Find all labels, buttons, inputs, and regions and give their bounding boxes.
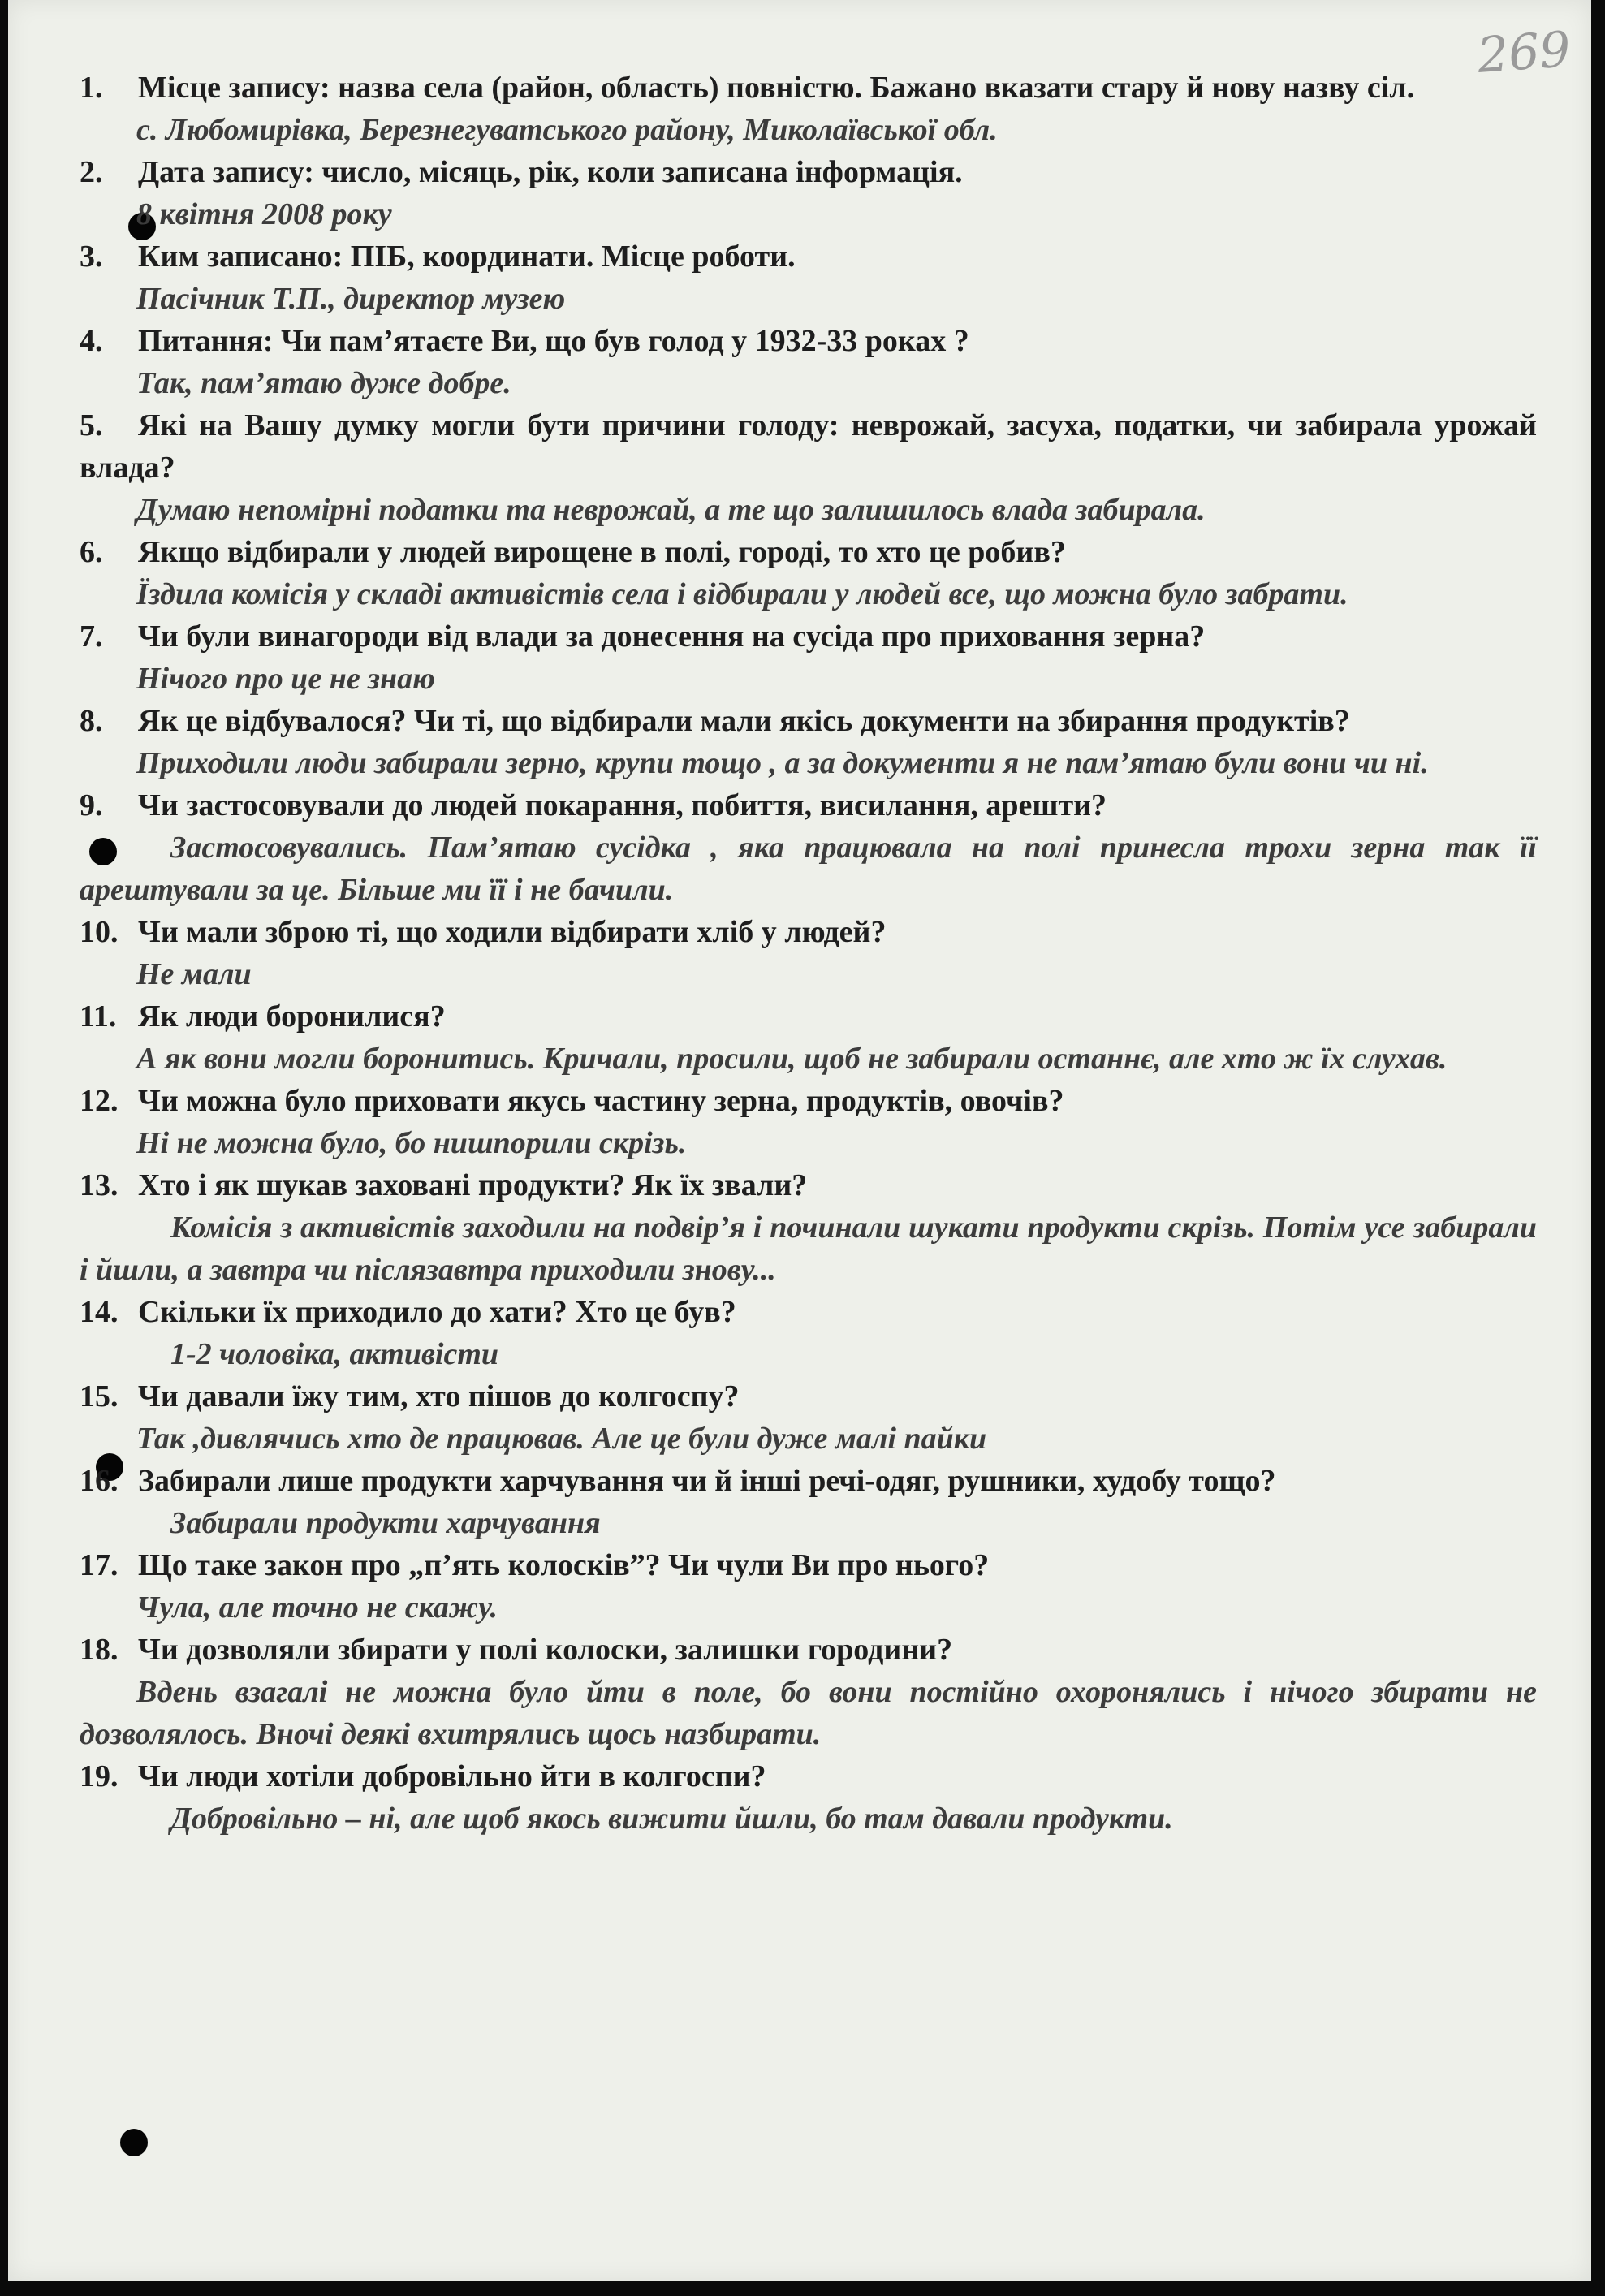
question-number: 19. [80,1759,119,1793]
answer-text: Застосовувались. Пам’ятаю сусідка , яка працювала на полі принесла трохи зерна так її арештували за це. Більше ми її і не бачили. [80,831,1537,907]
question-item [80,615,1537,658]
answer-text: с. Любомирівка, Березнегуватського району, Миколаївської обл. [136,113,998,147]
document-page [8,0,1591,2281]
handwritten-page-number: 269 [1475,21,1573,84]
question-item [80,1755,1537,1798]
answer-text: Пасічник Т.П., директор музею [136,282,566,316]
question-text: Забирали лише продукти харчування чи й інші речі-одяг, рушники, худобу тощо? [138,1464,1276,1498]
question-item [80,1164,1537,1206]
question-item [80,404,1537,489]
answer-text: Приходили люди забирали зерно, крупи тощо , а за документи я не пам’ятаю були вони чи ні. [136,746,1429,780]
question-number: 14. [80,1295,119,1329]
question-text: Чи люди хотіли добровільно йти в колгоспи? [138,1759,766,1793]
answer-text: Комісія з активістів заходили на подвір’я і починали шукати продукти скрізь. Потім усе забирали і йшли, а завтра чи післязавтра приходили знову... [80,1211,1537,1287]
question-text: Скільки їх приходило до хати? Хто це був? [138,1295,736,1329]
question-item [80,784,1537,826]
question-item [80,151,1537,193]
question-number: 2. [80,155,103,189]
question-item [80,1080,1537,1122]
question-text: Що таке закон про „п’ять колосків”? Чи чули Ви про нього? [138,1548,990,1582]
question-number: 18. [80,1633,119,1667]
answer-text: А як вони могли боронитись. Кричали, просили, щоб не забирали останнє, але хто ж їх слухав. [136,1042,1448,1076]
question-text: Які на Вашу думку могли бути причини голоду: неврожай, засуха, податки, чи забирала урожай влада? [80,408,1537,485]
question-text: Питання: Чи пам’ятаєте Ви, що був голод у 1932-33 роках ? [138,324,969,358]
question-number: 11. [80,999,117,1034]
question-number: 10. [80,915,119,949]
question-text: Хто і як шукав заховані продукти? Як їх звали? [138,1168,808,1202]
punch-hole [120,2129,148,2156]
answer-text: 8 квітня 2008 року [136,197,392,231]
question-item [80,531,1537,573]
question-item [80,1460,1537,1502]
answer-text: Не мали [136,957,252,991]
answer-text: Так ,дивлячись хто де працював. Але це були дуже малі пайки [136,1422,987,1456]
answer-text: Так, пам’ятаю дуже добре. [136,366,511,400]
question-number: 15. [80,1379,119,1413]
question-number: 5. [80,408,103,442]
question-item [80,995,1537,1038]
question-number: 7. [80,619,103,654]
answer-text: Їздила комісія у складі активістів села і відбирали у людей все, що можна було забрати. [136,577,1348,611]
answer-text: Забирали продукти харчування [170,1506,601,1540]
question-text: Як люди боронилися? [138,999,446,1034]
questionnaire [80,67,1537,1840]
question-item [80,235,1537,278]
question-item [80,320,1537,362]
question-text: Чи давали їжу тим, хто пішов до колгоспу? [138,1379,740,1413]
question-item [80,1629,1537,1671]
question-number: 8. [80,704,103,738]
answer-text: Думаю непомірні податки та неврожай, а те що залишилось влада забирала. [136,493,1206,527]
question-item [80,1375,1537,1418]
question-number: 1. [80,71,103,105]
question-number: 16. [80,1464,119,1498]
question-number: 13. [80,1168,119,1202]
answer-text: Вдень взагалі не можна було йти в поле, бо вони постійно охоронялись і нічого збирати не дозволялось. Вночі деякі вхитрялись щось назбирати. [80,1675,1537,1751]
answer-text: Чула, але точно не скажу. [136,1590,498,1625]
question-number: 6. [80,535,103,569]
question-number: 3. [80,240,103,274]
answer-text: Нічого про це не знаю [136,662,435,696]
question-text: Чи дозволяли збирати у полі колоски, залишки городини? [138,1633,953,1667]
question-text: Дата запису: число, місяць, рік, коли записана інформація. [138,155,963,189]
question-item [80,67,1537,109]
question-item [80,700,1537,742]
question-text: Чи мали зброю ті, що ходили відбирати хліб у людей? [138,915,887,949]
question-text: Як це відбувалося? Чи ті, що відбирали мали якісь документи на збирання продуктів? [138,704,1350,738]
question-text: Якщо відбирали у людей вирощене в полі, городі, то хто це робив? [138,535,1066,569]
answer-text: Добровільно – ні, але щоб якось вижити йшли, бо там давали продукти. [170,1802,1173,1836]
question-item [80,1291,1537,1333]
question-text: Чи були винагороди від влади за донесення на сусіда про приховання зерна? [138,619,1206,654]
question-text: Чи можна було приховати якусь частину зерна, продуктів, овочів? [138,1084,1064,1118]
question-number: 12. [80,1084,119,1118]
question-text: Чи застосовували до людей покарання, побиття, висилання, арешти? [138,788,1107,822]
answer-text: Ні не можна було, бо нишпорили скрізь. [136,1126,687,1160]
question-text: Місце запису: назва села (район, область) повністю. Бажано вказати стару й нову назву сіл. [138,71,1415,105]
question-text: Ким записано: ПІБ, координати. Місце роботи. [138,240,796,274]
question-item [80,911,1537,953]
question-number: 9. [80,788,103,822]
question-item [80,1544,1537,1586]
question-number: 4. [80,324,103,358]
answer-text: 1-2 чоловіка, активісти [170,1337,499,1371]
question-number: 17. [80,1548,119,1582]
